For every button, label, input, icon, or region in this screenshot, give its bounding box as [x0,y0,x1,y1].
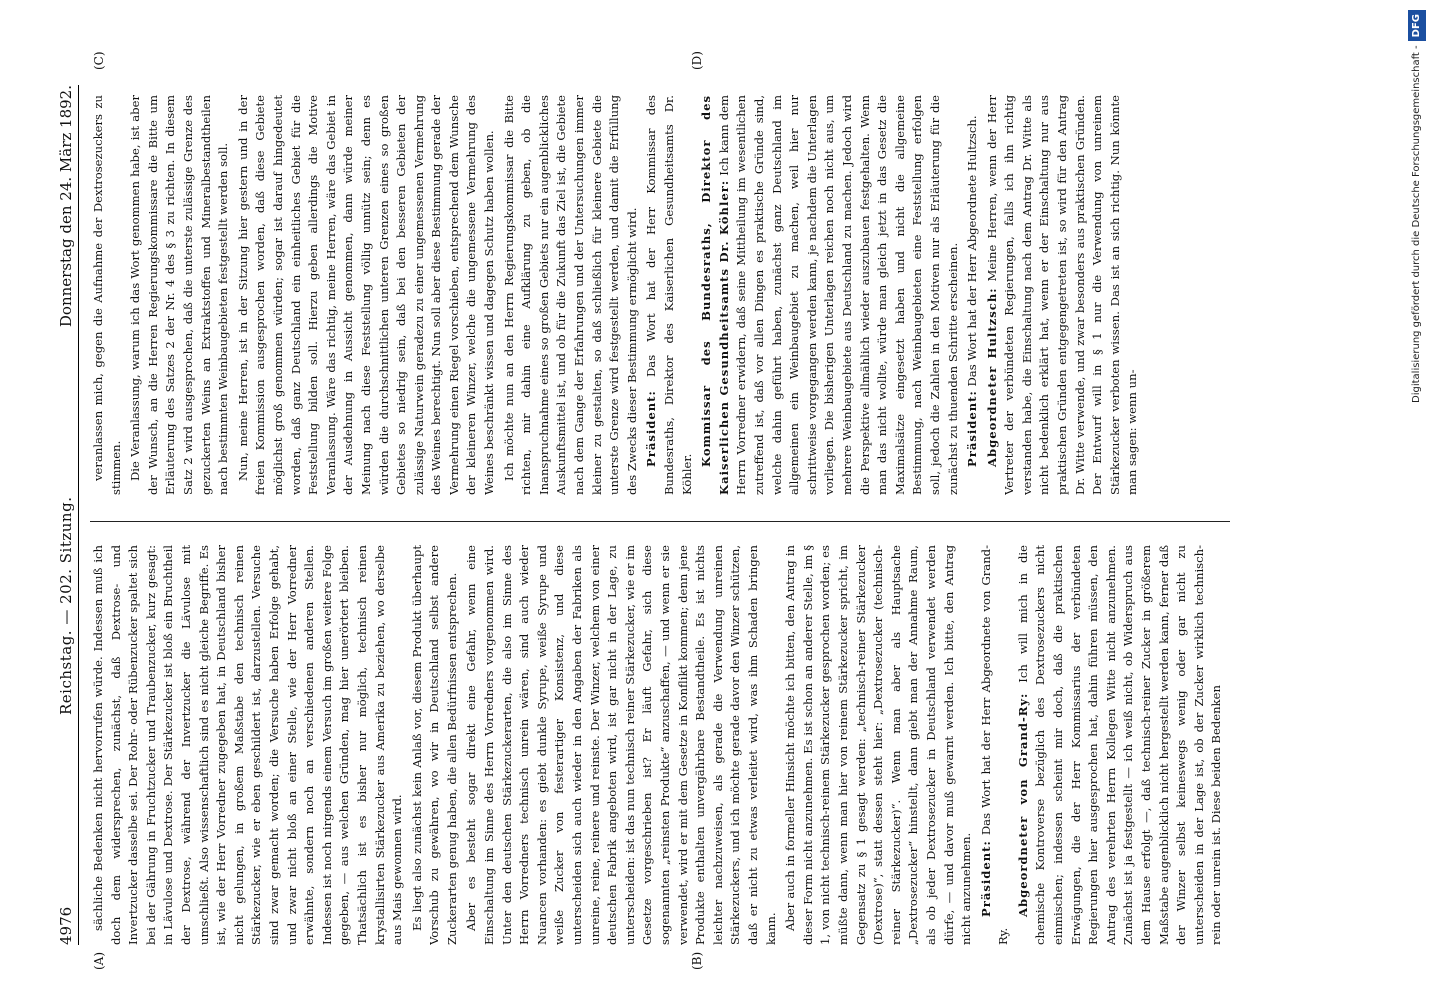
page-number: 4976 [57,906,75,945]
left-column [90,545,1230,945]
margin-mark-a: (A) [92,951,106,970]
speaker-paragraph [643,95,696,495]
speaker-paragraph [1015,545,1226,945]
digitization-notice-text [1408,10,1426,1000]
paragraph: veranlassen mich, gegen die Aufnahme der Dextrosezuckers zu stimmen. [91,95,123,495]
column-divider [90,521,1230,522]
funding-text: Digitalisierung gefördert durch die Deutsche Forschungsgemeinschaft - [1411,45,1422,403]
speech-text: Das Wort hat der Herr Abgeordnete von Grand-Ry. [978,545,1011,945]
session-date: Donnerstag den 24. März 1892. [57,85,75,328]
speaker-paragraph [978,545,1013,945]
speaker-label: Kommissar des Bundesraths, Direktor des Kaiserlichen Gesundheitsamts Dr. Köhler: [699,95,731,495]
margin-mark-b: (B) [690,951,704,970]
speech-text: Das Wort hat der Herr Abgeordnete Hultzsch. [965,115,980,387]
right-column [90,95,1230,495]
session-title: Reichstag. — 202. Sitzung. [57,496,75,715]
paragraph: Nun, meine Herren, ist in der Sitzung hier gestern und in der freien Kommission ausgesprochen worden, daß diese Gebiete möglichst groß genommen würden; sogar ist darauf hingedeutet worden, daß ganz Deutschland ein einheitliches Gebiet für die Feststellung bilden soll. Hierzu geben allerdings die Motive Veranlassung. Wäre das richtig, meine Herren, wäre das Gebiet in der Ausdehnung in Aussicht genommen, dann würde meiner Meinung nach diese Feststellung völlig unnütz sein; denn es würden die durchschnittlichen unteren Grenzen eines so großen Gebietes so niedrig sein, daß bei den besseren Gebieten der zulässige Naturwein geradezu zu einer ungemessenen Vermehrung des Weines berechtigt. Nun soll aber diese Bestimmung gerade der Vermehrung einen Riegel vorschieben, entsprechend dem Wunsche der kleineren Winzer, welche die ungemessene Vermehrung des Weines beschränkt wissen und dagegen Schutz haben wollen. [235,95,497,495]
speaker-label: Abgeordneter Hultzsch: [984,287,999,467]
speech-text: Meine Herren, wenn der Herr Vertreter der verbündeten Regierungen, falls ich ihn richtig verstanden habe, die Einschaltung nach dem Antrag Dr. Witte als nicht bedenklich erklärt hat, wenn er der Einschaltung nur aus praktischen Gründen entgegengetreten ist, so wird für den Antrag Dr. Witte verwende, und zwar besonders aus praktischen Gründen. Der Entwurf will in § 1 nur die Verwendung von unreinem Stärkezucker verboten wissen. Das ist an sich richtig. Nun könnte man sagen: wenn un- [984,95,1140,495]
speech-text: Ich will mich in die chemische Kontroverse bezüglich des Dextrosezuckers nicht einmischen; indessen scheint mir doch, daß die praktischen Erwägungen, die der Herr Kommissarius der verbündeten Regierungen hier ausgesprochen hat, dahin führen müssen, den Antrag des verehrten Herrn Kollegen Witte nicht anzunehmen. Zunächst ist ja festgestellt — ich weiß nicht, ob Widerspruch aus dem Hause erfolgt —, daß technisch-reiner Zucker in größerem Maßstabe augenblicklich nicht hergestellt werden kann, ferner daß der Winzer selbst keineswegs wenig oder gar nicht zu unterscheiden in der Lage ist, ob der Zucker wirklich technisch-rein oder unrein ist. Diese beiden Bedenken [1015,545,1224,945]
margin-mark-c: (C) [92,51,106,70]
speaker-label: Präsident: [965,390,980,467]
page-header [54,85,79,945]
speaker-paragraph [698,95,962,495]
dfg-logo: DFG [1408,10,1426,41]
speech-text: Das Wort hat der Herr Kommissar des Bundesraths, Direktor des Kaiserlichen Gesundheitsamts Dr. Köhler. [644,95,694,495]
margin-mark-d: (D) [690,51,704,70]
paragraph: Die Veranlassung, warum ich das Wort genommen habe, ist aber der Wunsch, an die Herren Regierungskommissare die Bitte um Erläuterung des Satzes 2 der Nr. 4 des § 3 zu richten. In diesem Satz 2 wird ausgesprochen, daß die unterste zulässige Grenze des gezuckerten Weins an Extraktstoffen und Mineralbestandtheilen nach bestimmten Weinbaugebieten festgestellt werden soll. [128,95,231,495]
speaker-label: Präsident: [978,840,993,917]
paragraph: Ich möchte nun an den Herrn Regierungskommissar die Bitte richten, mir dahin eine Aufklärung zu geben, ob die Inanspruchnahme eines so großen Gebiets nur ein augenblickliches Auskunftsmittel ist, und ob für die Zukunft das Ziel ist, die Gebiete nach dem Gange der Erfahrungen und der Untersuchungen immer kleiner zu gestalten, so daß schließlich für kleinere Gebiete die unterste Grenze wird festgestellt werden, und damit die Erfüllung des Zwecks dieser Bestimmung ermöglicht wird. [501,95,639,495]
paragraph: sächliche Bedenken nicht hervorrufen würde. Indessen muß ich doch dem widersprechen, zunächst, daß Dextrose- und Invertzucker dasselbe sei. Der Rohr- oder Rübenzucker spaltet sich bei der Gährung in Fruchtzucker und Traubenzucker, kurz gesagt: in Lävulose und Dextrose. Der Stärkezucker ist bloß ein Bruchtheil der Dextrose, während der Invertzucker die Lävulose mit umschließt. Also wissenschaftlich sind es nicht gleiche Begriffe. Es ist, wie der Herr Vorredner zugegeben hat, in Deutschland bisher nicht gelungen, in großem Maßstabe den technisch reinen Stärkezucker, wie er eben geschildert ist, darzustellen. Versuche sind zwar gemacht worden; die Versuche haben Erfolge gehabt, und zwar nicht bloß an einer Stelle, wie der Herr Vorredner erwähnte, sondern noch an verschiedenen anderen Stellen. Indessen ist noch nirgends einem Versuch im großen weitere Folge gegeben, — aus welchen Gründen, mag hier unerörtert bleiben. Thatsächlich ist es bisher nur möglich, technisch reinen krystallisirten Stärkezucker aus Amerika zu beziehen, wo derselbe aus Mais gewonnen wird. [91,545,405,945]
speaker-paragraph [964,95,982,495]
paragraph: Es liegt also zunächst kein Anlaß vor, diesem Produkt überhaupt Vorschub zu gewähren, wo wir in Deutschland selbst andere Zuckerarten genug haben, die allen Bedürfnissen entsprechen. [409,545,459,945]
speaker-label: Präsident: [644,390,659,467]
paragraph: Aber auch in formeller Hinsicht möchte ich bitten, den Antrag in dieser Form nicht anzunehmen. Es ist schon an anderer Stelle, im § 1, von nicht technisch-reinem Stärkezucker gesprochen worden; es müßte dann, wenn man hier von reinem Stärkezucker spricht, im Gegensatz zu § 1 gesagt werden: „technisch-reiner Stärkezucker (Dextrose)“, statt dessen steht hier: „Dextrosezucker (technisch-reiner Stärkezucker)“. Wenn man aber als Hauptsache „Dextrosezucker“ hinstellt, dann giebt man der Annahme Raum, als ob jeder Dextrosezucker in Deutschland verwendet werden dürfe, — und davor muß gewarnt werden. Ich bitte, den Antrag nicht anzunehmen. [783,545,974,945]
speech-text: Ich kann dem Herrn Vorredner erwidern, daß seine Mittheilung im wesentlichen zutreffend ist, daß vor allen Dingen es praktische Gründe sind, welche dahin geführt haben, zunächst ganz Deutschland im allgemeinen ein Weinbaugebiet zu machen, weil hier nur schrittweise vorgegangen werden kann, je nachdem die Unterlagen vorliegen. Die bisherigen Unterlagen reichen noch nicht aus, um mehrere Weinbaugebiete aus Deutschland zu machen. Jedoch wird die Perspektive allmählich wieder auszubauen festgehalten. Wenn man das nicht wollte, würde man gleich jetzt in das Gesetz die Maximalsätze eingesetzt haben und nicht die allgemeine Bestimmung, nach Weinbaugebieten eine Feststellung erfolgen soll, jedoch die Zahlen in den Motiven nur als Erläuterung für die zunächst zu thuenden Schritte erscheinen. [716,95,960,495]
paragraph: Aber es besteht sogar direkt eine Gefahr, wenn eine Einschaltung im Sinne des Herrn Vorredners vorgenommen wird. Unter den deutschen Stärkezuckerarten, die also im Sinne des Herrn Vorredners technisch unrein wären, sind auch wieder Nuancen vorhanden: es giebt dunkle Syrupe, weiße Syrupe und weiße Zucker von festerartiger Konsistenz, und diese unterscheiden sich auch wieder in den Angaben der Fabriken als unreine, reine, reinere und reinste. Der Winzer, welchem von einer deutschen Fabrik angeboten wird, ist gar nicht in der Lage, zu unterscheiden: ist das nun technisch reiner Stärkezucker, wie er im Gesetze vorgeschrieben ist? Er läuft Gefahr, sich diese sogenannten „reinsten Produkte“ anzuschaffen, — und wenn er sie verwendet, wird er mit dem Gesetze in Konflikt kommen; denn jene Produkte enthalten unvergährbare Bestandtheile. Es ist nichts leichter nachzuweisen, als gerade die Verwendung unreinen Stärkezuckers, und ich möchte gerade davor den Winzer schützen, daß er nicht zu etwas verleitet wird, was ihm Schaden bringen kann. [464,545,778,945]
speaker-paragraph [984,95,1142,495]
speaker-label: Abgeordneter von Grand-Ry: [1015,692,1030,917]
digitization-notice [1408,10,1426,1000]
